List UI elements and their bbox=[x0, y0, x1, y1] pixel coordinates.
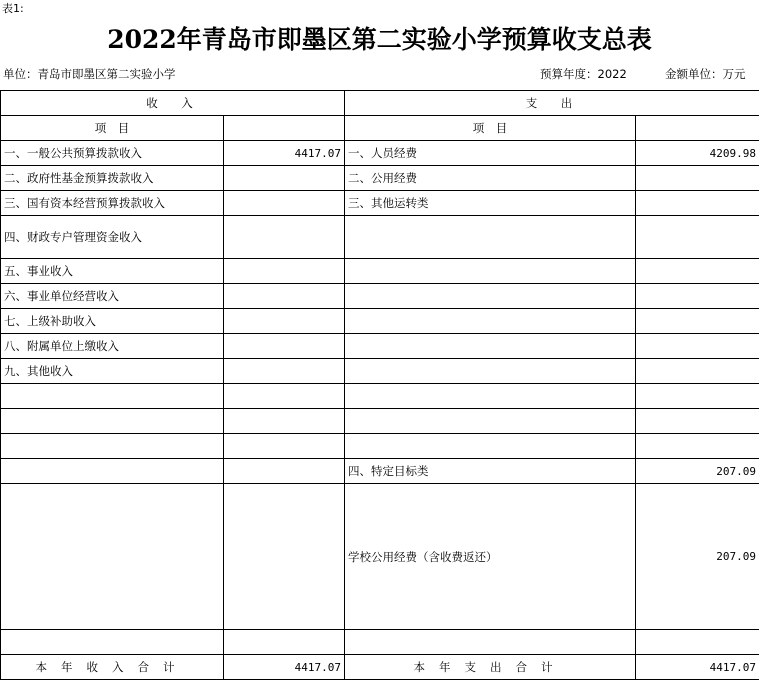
table-row bbox=[1, 141, 759, 166]
expense-item bbox=[345, 630, 636, 655]
expense-amount bbox=[636, 259, 759, 284]
expense-amount bbox=[636, 309, 759, 334]
income-amount bbox=[224, 166, 345, 191]
expense-item bbox=[345, 409, 636, 434]
income-item: 二、政府性基金预算拨款收入 bbox=[1, 166, 224, 191]
expense-item bbox=[345, 434, 636, 459]
income-item bbox=[1, 384, 224, 409]
income-amount bbox=[224, 630, 345, 655]
income-item: 八、附属单位上缴收入 bbox=[1, 334, 224, 359]
table-row bbox=[1, 259, 759, 284]
expense-item bbox=[345, 309, 636, 334]
income-amount: 4417.07 bbox=[224, 141, 345, 166]
income-item bbox=[1, 484, 224, 630]
expense-item: 学校公用经费（含收费返还） bbox=[345, 484, 636, 630]
table-row bbox=[1, 284, 759, 309]
income-item bbox=[1, 434, 224, 459]
income-item: 四、财政专户管理资金收入 bbox=[1, 216, 224, 259]
table-row bbox=[1, 630, 759, 655]
income-item bbox=[1, 409, 224, 434]
table-row bbox=[1, 484, 759, 630]
income-total-label: 本年收入合计 bbox=[1, 655, 224, 680]
expense-item bbox=[345, 259, 636, 284]
income-item bbox=[1, 459, 224, 484]
income-amount bbox=[224, 284, 345, 309]
table-row bbox=[1, 334, 759, 359]
expense-amount: 207.09 bbox=[636, 459, 759, 484]
table-row bbox=[1, 459, 759, 484]
expense-item bbox=[345, 334, 636, 359]
table-row bbox=[1, 216, 759, 259]
income-amount bbox=[224, 384, 345, 409]
table-row bbox=[1, 309, 759, 334]
expense-amount bbox=[636, 359, 759, 384]
expense-amount-header bbox=[636, 116, 759, 141]
expense-item bbox=[345, 216, 636, 259]
income-item: 三、国有资本经营预算拨款收入 bbox=[1, 191, 224, 216]
header-row-section bbox=[1, 91, 759, 116]
income-total-value: 4417.07 bbox=[224, 655, 345, 680]
expense-item: 二、公用经费 bbox=[345, 166, 636, 191]
income-item bbox=[1, 630, 224, 655]
income-amount bbox=[224, 484, 345, 630]
expense-item bbox=[345, 384, 636, 409]
table-row bbox=[1, 384, 759, 409]
expense-item: 四、特定目标类 bbox=[345, 459, 636, 484]
expense-total-value: 4417.07 bbox=[636, 655, 759, 680]
expense-amount bbox=[636, 216, 759, 259]
expense-amount bbox=[636, 284, 759, 309]
header-row-columns bbox=[1, 116, 759, 141]
page-title: 2022年青岛市即墨区第二实验小学预算收支总表 bbox=[107, 25, 652, 54]
expense-amount bbox=[636, 630, 759, 655]
income-amount bbox=[224, 191, 345, 216]
income-item: 五、事业收入 bbox=[1, 259, 224, 284]
income-amount-header bbox=[224, 116, 345, 141]
unit-label: 单位：青岛市即墨区第二实验小学 bbox=[3, 67, 176, 81]
income-item: 一、一般公共预算拨款收入 bbox=[1, 141, 224, 166]
income-header: 收 入 bbox=[1, 91, 345, 116]
income-amount bbox=[224, 459, 345, 484]
expense-item bbox=[345, 359, 636, 384]
income-amount bbox=[224, 334, 345, 359]
income-item: 七、上级补助收入 bbox=[1, 309, 224, 334]
table-row bbox=[1, 359, 759, 384]
income-amount bbox=[224, 409, 345, 434]
money-unit-label: 金额单位：万元 bbox=[665, 67, 746, 81]
expense-item: 三、其他运转类 bbox=[345, 191, 636, 216]
table-row bbox=[1, 166, 759, 191]
budget-table bbox=[0, 90, 759, 680]
expense-amount bbox=[636, 191, 759, 216]
expense-item-header: 项 目 bbox=[345, 116, 636, 141]
table-row bbox=[1, 191, 759, 216]
expense-total-label: 本年支出合计 bbox=[345, 655, 636, 680]
expense-item: 一、人员经费 bbox=[345, 141, 636, 166]
table-label: 表1: bbox=[2, 2, 24, 15]
expense-amount bbox=[636, 384, 759, 409]
expense-amount: 4209.98 bbox=[636, 141, 759, 166]
expense-amount bbox=[636, 166, 759, 191]
expense-amount: 207.09 bbox=[636, 484, 759, 630]
income-amount bbox=[224, 259, 345, 284]
income-item: 九、其他收入 bbox=[1, 359, 224, 384]
income-item-header: 项 目 bbox=[1, 116, 224, 141]
table-row bbox=[1, 434, 759, 459]
expense-header: 支 出 bbox=[345, 91, 759, 116]
expense-item bbox=[345, 284, 636, 309]
expense-amount bbox=[636, 434, 759, 459]
income-amount bbox=[224, 359, 345, 384]
expense-amount bbox=[636, 409, 759, 434]
budget-year-label: 预算年度：2022 bbox=[540, 67, 627, 81]
income-amount bbox=[224, 216, 345, 259]
income-item: 六、事业单位经营收入 bbox=[1, 284, 224, 309]
totals-row bbox=[1, 655, 759, 680]
expense-amount bbox=[636, 334, 759, 359]
income-amount bbox=[224, 434, 345, 459]
table-row bbox=[1, 409, 759, 434]
income-amount bbox=[224, 309, 345, 334]
